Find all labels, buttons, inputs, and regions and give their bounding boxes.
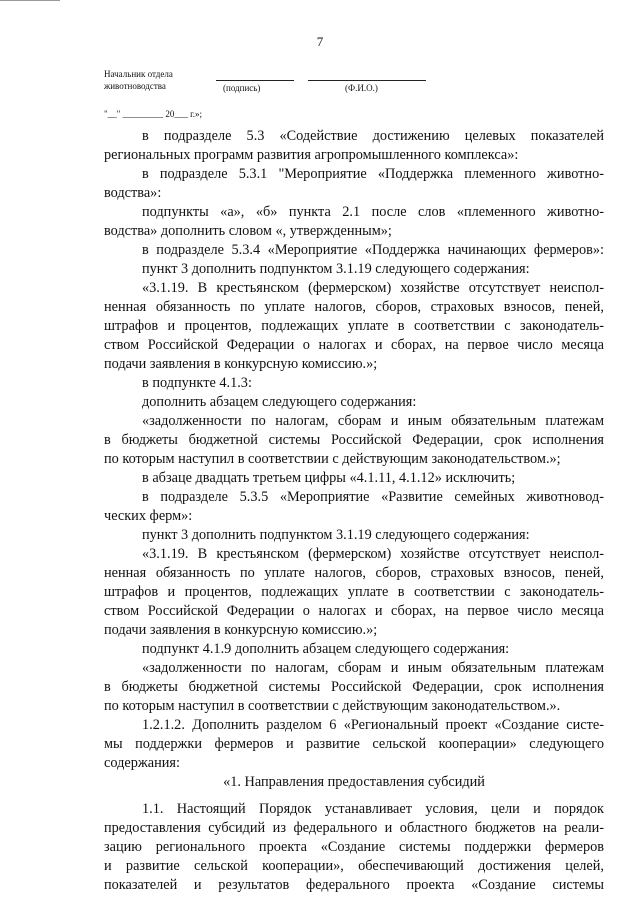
text-line: ством Российской Федерации о налогах и сборах, на первое число месяца: [104, 603, 604, 619]
text-line: пункт 3 дополнить подпунктом 3.1.19 следующего содержания:: [142, 261, 530, 277]
text-line: водства»:: [104, 185, 162, 201]
date-line: "__" _________ 20___ г.»;: [104, 109, 203, 119]
text-line: в абзаце двадцать третьем цифры «4.1.11, 4.1.12» исключить;: [142, 470, 516, 486]
text-line: подачи заявления в конкурсную комиссию.»;: [104, 356, 378, 372]
text-line: дополнить абзацем следующего содержания:: [142, 394, 417, 410]
text-line: водства» дополнить словом «, утвержденным»;: [104, 223, 392, 239]
text-line: содержания:: [104, 755, 180, 771]
text-line: «задолженности по налогам, сборам и иным обязательным платежам: [142, 413, 604, 429]
text-line: и развитие сельской кооперации», обеспечивающий достижения целей,: [104, 858, 604, 874]
text-line: «задолженности по налогам, сборам и иным обязательным платежам: [142, 660, 604, 676]
text-line: предоставления субсидий из федерального и областного бюджетов на реали-: [104, 820, 604, 836]
text-line: в подразделе 5.3.5 «Мероприятие «Развитие семейных животновод-: [142, 489, 604, 505]
page-number: 7: [316, 34, 324, 49]
text-line: в подразделе 5.3 «Содействие достижению целевых показателей: [142, 128, 604, 144]
position-line-1: Начальник отдела: [104, 69, 173, 79]
text-line: зацию регионального проекта «Создание системы поддержки фермеров: [104, 839, 604, 855]
text-line: штрафов и процентов, подлежащих уплате в соответствии с законодатель-: [104, 318, 604, 334]
text-line: подачи заявления в конкурсную комиссию.»;: [104, 622, 378, 638]
text-line: подпункты «а», «б» пункта 2.1 после слов «племенного животно-: [142, 204, 604, 220]
document-body: [104, 127, 604, 895]
section-heading: «1. Направления предоставления субсидий: [223, 774, 485, 790]
text-line: в подпункте 4.1.3:: [142, 375, 252, 391]
text-line: в подразделе 5.3.1 "Мероприятие «Поддержка племенного животно-: [142, 166, 604, 182]
text-line: штрафов и процентов, подлежащих уплате в соответствии с законодатель-: [104, 584, 604, 600]
text-line: подпункт 4.1.9 дополнить абзацем следующего содержания:: [142, 641, 510, 657]
text-line: региональных программ развития агропромышленного комплекса»:: [104, 147, 519, 163]
signature-line: [216, 80, 294, 81]
text-line: «3.1.19. В крестьянском (фермерском) хозяйстве отсутствует неиспол-: [142, 546, 604, 562]
text-line: 1.2.1.2. Дополнить разделом 6 «Региональный проект «Создание систе-: [142, 717, 604, 733]
signature-caption: (подпись): [223, 83, 261, 93]
text-line: пункт 3 дополнить подпунктом 3.1.19 следующего содержания:: [142, 527, 530, 543]
text-line: по которым наступил в соответствии с действующим законодательством.»;: [104, 451, 561, 467]
text-line: в бюджеты бюджетной системы Российской Федерации, срок исполнения: [104, 432, 604, 448]
text-line: ненная обязанность по уплате налогов, сборов, страховых взносов, пеней,: [104, 565, 604, 581]
position-line-2: животноводства: [104, 81, 166, 91]
text-line: мы поддержки фермеров и развитие сельской кооперации» следующего: [104, 736, 604, 752]
name-line: [308, 80, 426, 81]
text-line: показателей и результатов федерального проекта «Создание системы: [104, 877, 604, 893]
text-line: ненная обязанность по уплате налогов, сборов, страховых взносов, пеней,: [104, 299, 604, 315]
page-edge-line: [0, 0, 60, 1]
text-line: «3.1.19. В крестьянском (фермерском) хозяйстве отсутствует неиспол-: [142, 280, 604, 296]
text-line: по которым наступил в соответствии с действующим законодательством.».: [104, 698, 561, 714]
text-line: ческих ферм»:: [104, 508, 193, 524]
name-caption: (Ф.И.О.): [345, 83, 378, 93]
text-line: ством Российской Федерации о налогах и сборах, на первое число месяца: [104, 337, 604, 353]
text-line: 1.1. Настоящий Порядок устанавливает условия, цели и порядок: [142, 801, 604, 817]
text-line: в подразделе 5.3.4 «Мероприятие «Поддержка начинающих фермеров»:: [142, 242, 604, 258]
text-line: в бюджеты бюджетной системы Российской Федерации, срок исполнения: [104, 679, 604, 695]
